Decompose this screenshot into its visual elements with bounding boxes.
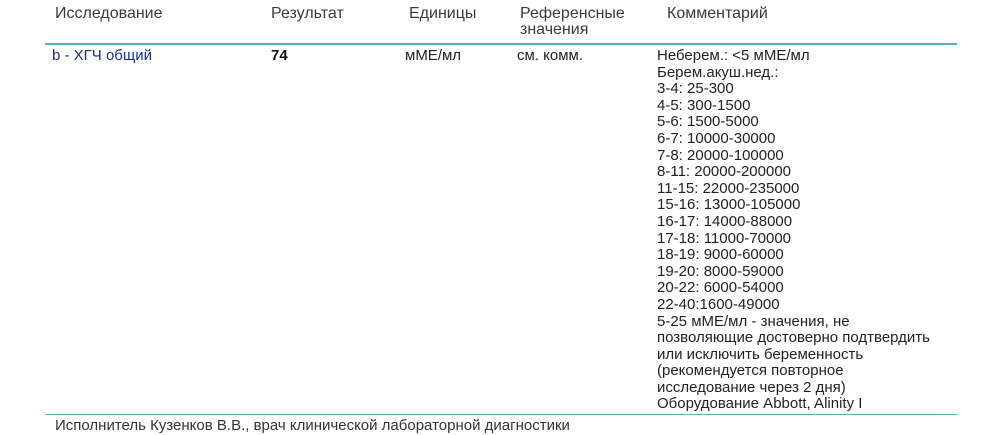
comment-line: 4-5: 300-1500 <box>657 96 751 114</box>
header-study: Исследование <box>55 5 163 22</box>
comment-line: Берем.акуш.нед.: <box>657 63 779 81</box>
comment-line: 7-8: 20000-100000 <box>657 146 784 164</box>
result-units: мМЕ/мл <box>405 47 462 64</box>
comment-line: 20-22: 6000-54000 <box>657 279 784 297</box>
table-header <box>0 0 1000 44</box>
result-value: 74 <box>271 47 288 64</box>
comment-line: 6-7: 10000-30000 <box>657 129 776 147</box>
comment-line: 5-6: 1500-5000 <box>657 113 759 131</box>
comment-line: позволяющие достоверно подтвердить <box>657 329 930 347</box>
comment-line: 16-17: 14000-88000 <box>657 212 793 230</box>
comment-line: Неберем.: <5 мМЕ/мл <box>657 47 810 64</box>
header-comment: Комментарий <box>667 5 768 22</box>
header-reference-line1: Референсные <box>520 5 625 22</box>
comment-line: 5-25 мМЕ/мл - значения, не <box>657 312 850 330</box>
row-divider <box>45 414 957 415</box>
comment-line: 8-11: 20000-200000 <box>657 163 792 181</box>
comment-line: 17-18: 11000-70000 <box>657 229 792 247</box>
study-name: b - ХГЧ общий <box>52 47 152 64</box>
comment-line: 22-40:1600-49000 <box>657 295 780 313</box>
comment-line: Оборудование Abbott, Alinity I <box>657 395 863 413</box>
header-reference <box>520 6 625 38</box>
header-reference-line2: значения <box>520 21 589 38</box>
header-units: Единицы <box>409 5 477 22</box>
comment-line: 19-20: 8000-59000 <box>657 262 784 280</box>
comment-line: или исключить беременность <box>657 345 864 363</box>
comment-line: 11-15: 22000-235000 <box>657 179 800 197</box>
comment-line: 3-4: 25-300 <box>657 80 734 98</box>
comment-line: 15-16: 13000-105000 <box>657 196 801 214</box>
comment-line: (рекомендуется повторное <box>657 362 844 380</box>
header-result: Результат <box>271 5 344 22</box>
comment-line: 18-19: 9000-60000 <box>657 246 784 264</box>
performer-signature: Исполнитель Кузенков В.В., врач клинической лабораторной диагностики <box>55 417 570 434</box>
comment-block <box>657 48 957 413</box>
header-divider <box>45 43 957 45</box>
reference-values: см. комм. <box>517 47 584 64</box>
comment-line: исследование через 2 дня) <box>657 378 846 396</box>
